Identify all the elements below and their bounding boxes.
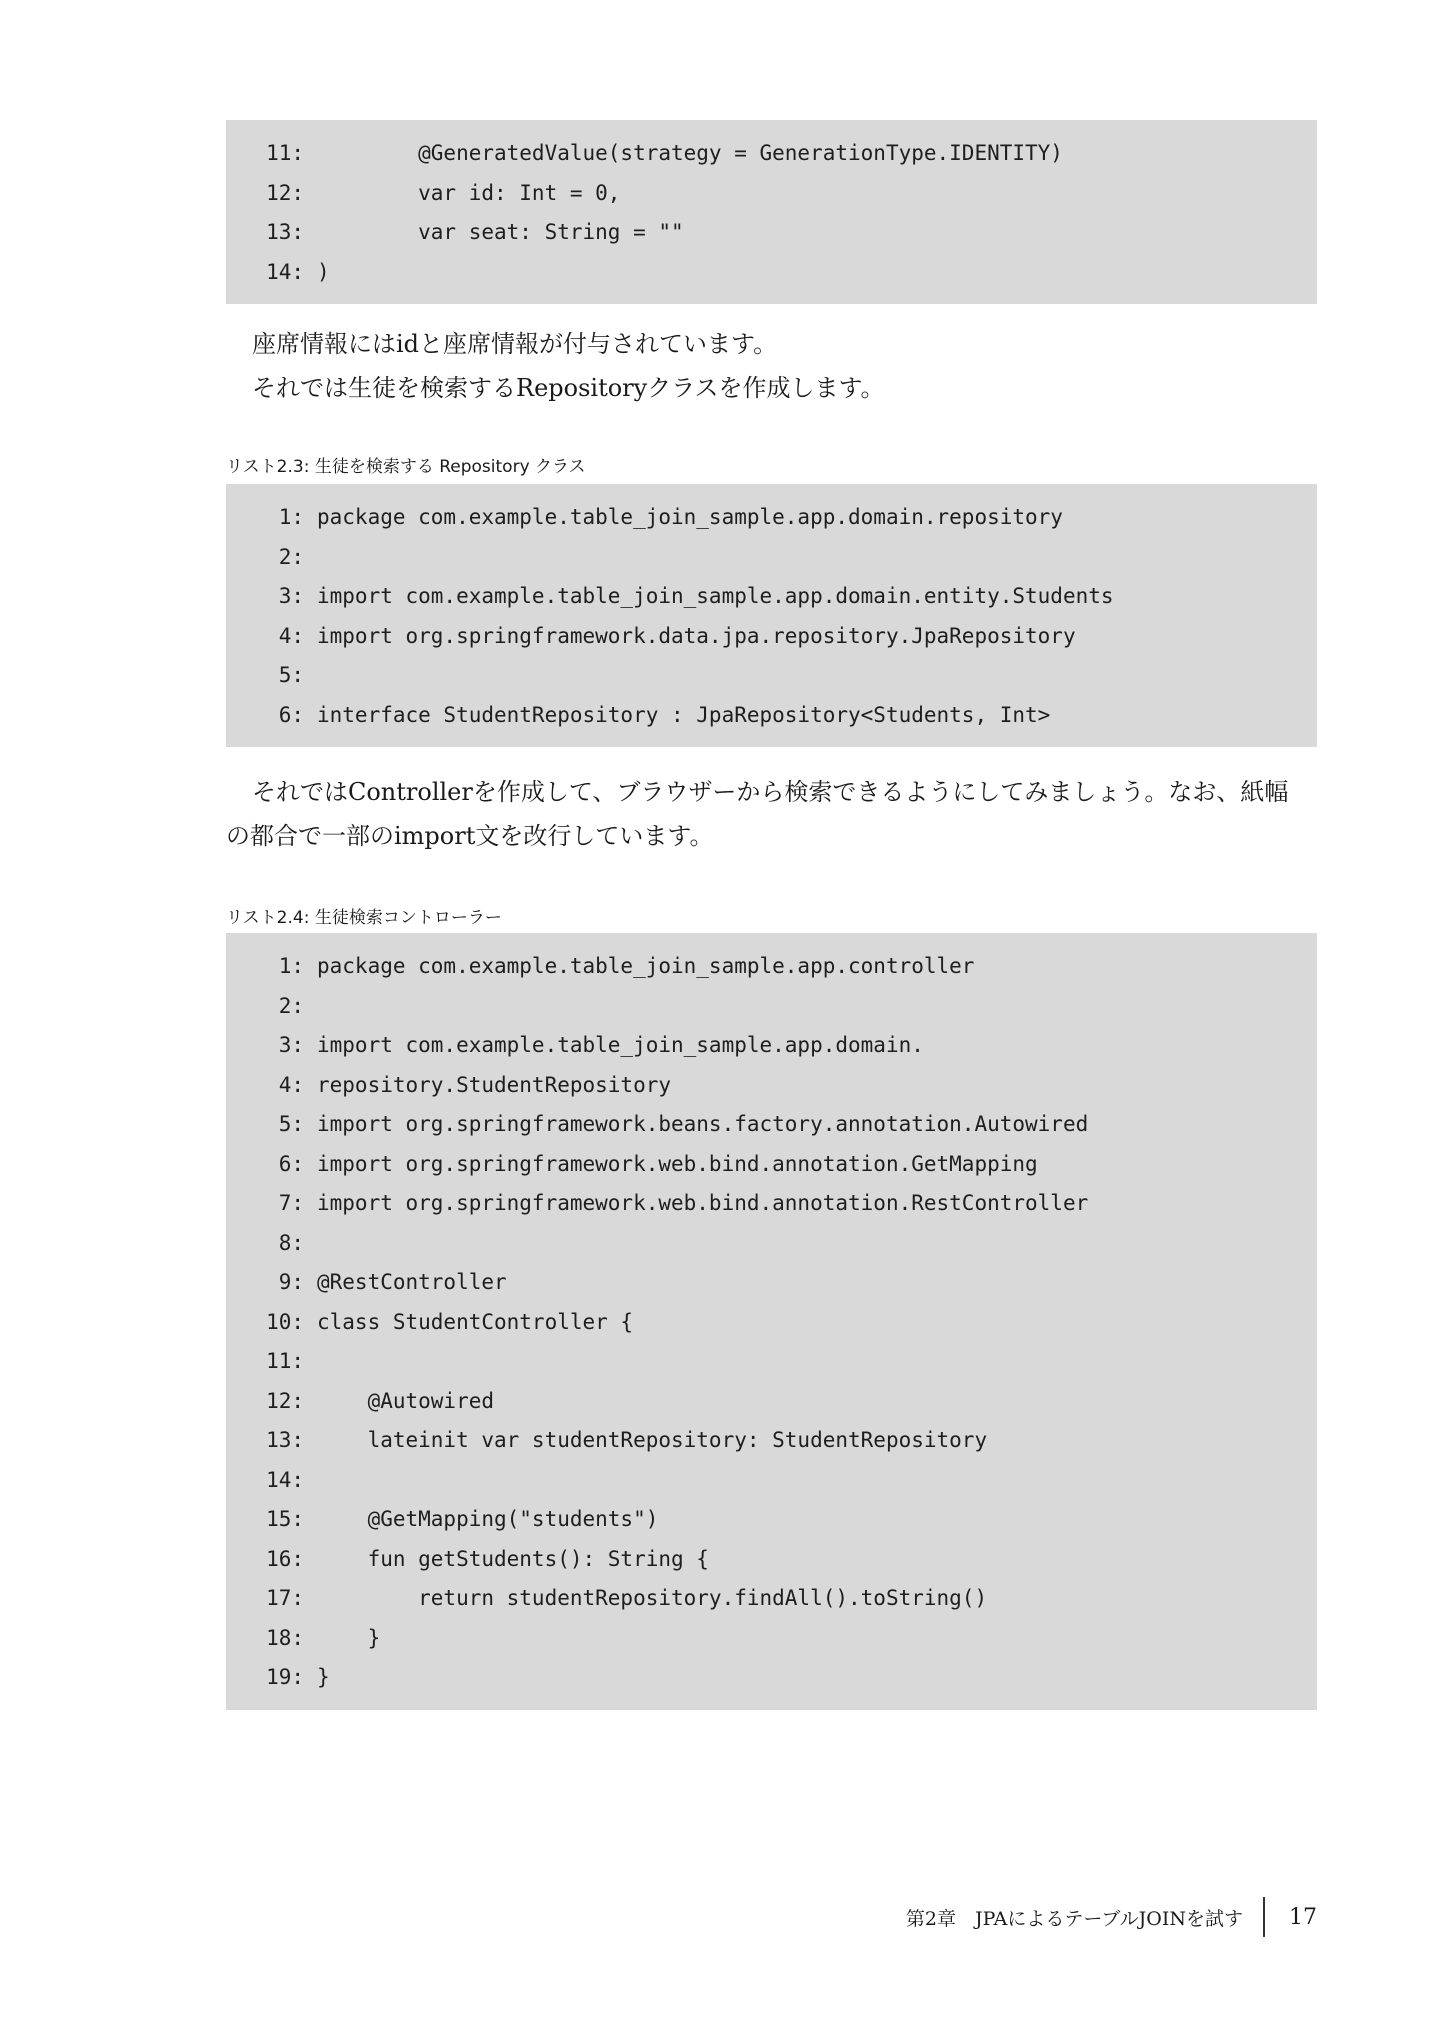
line-number: 2: xyxy=(278,993,304,1018)
code-text: @GetMapping("students") xyxy=(317,1507,659,1531)
line-number: 1: xyxy=(278,954,304,978)
code-line xyxy=(226,1303,1317,1343)
code-line xyxy=(226,1619,1317,1659)
code-text: @GeneratedValue(strategy = GenerationType.IDENTITY) xyxy=(317,141,1063,165)
line-number: 12: xyxy=(266,180,304,205)
line-number: 8: xyxy=(278,1230,304,1255)
listing-caption-2-3: リスト2.3: 生徒を検索する Repository クラス xyxy=(226,457,586,477)
line-number: 16: xyxy=(266,1546,304,1571)
code-text: lateinit var studentRepository: StudentRepository xyxy=(317,1428,988,1452)
code-text: var id: Int = 0, xyxy=(317,180,621,205)
line-number: 12: xyxy=(266,1388,304,1413)
code-text: @RestController xyxy=(317,1270,507,1294)
code-listing-2-3 xyxy=(226,484,1317,747)
paragraph-line: の都合で一部のimport文を改行しています。 xyxy=(226,822,714,850)
code-text: import org.springframework.web.bind.annotation.RestController xyxy=(317,1191,1089,1215)
code-line xyxy=(226,947,1317,987)
code-line xyxy=(226,1224,1317,1264)
code-text: import org.springframework.beans.factory.annotation.Autowired xyxy=(317,1112,1089,1136)
code-text: import com.example.table_join_sample.app.domain. xyxy=(317,1033,924,1057)
line-number: 9: xyxy=(278,1270,304,1294)
code-text: } xyxy=(317,1625,381,1650)
code-line xyxy=(226,174,1317,214)
line-number: 11: xyxy=(266,1349,304,1373)
code-line xyxy=(226,1342,1317,1382)
line-number: 5: xyxy=(278,663,304,687)
code-listing-2-4 xyxy=(226,933,1317,1710)
code-line xyxy=(226,656,1317,696)
line-number: 18: xyxy=(266,1625,304,1650)
code-text: } xyxy=(317,1665,330,1689)
code-line xyxy=(226,577,1317,617)
page-footer xyxy=(906,1896,1317,1938)
line-number: 6: xyxy=(278,702,304,727)
body-paragraph-1 xyxy=(226,322,1317,410)
line-number: 15: xyxy=(266,1507,304,1531)
code-line xyxy=(226,1263,1317,1303)
paragraph-line: 座席情報にはidと座席情報が付与されています。 xyxy=(252,330,778,358)
line-number: 13: xyxy=(266,220,304,244)
code-text: import org.springframework.data.jpa.repository.JpaRepository xyxy=(317,623,1076,648)
code-line xyxy=(226,1382,1317,1422)
code-line xyxy=(226,1540,1317,1580)
line-number: 3: xyxy=(278,1033,304,1057)
code-line xyxy=(226,213,1317,253)
code-text: import org.springframework.web.bind.annotation.GetMapping xyxy=(317,1151,1038,1176)
code-text: fun getStudents(): String { xyxy=(317,1546,709,1571)
code-text: var seat: String = "" xyxy=(317,220,684,244)
code-line xyxy=(226,253,1317,293)
code-line xyxy=(226,696,1317,736)
body-paragraph-2 xyxy=(226,770,1317,858)
code-line xyxy=(226,1461,1317,1501)
code-line xyxy=(226,1500,1317,1540)
line-number: 10: xyxy=(266,1309,304,1334)
code-text: package com.example.table_join_sample.app.domain.repository xyxy=(317,505,1063,529)
code-line xyxy=(226,538,1317,578)
code-line xyxy=(226,134,1317,174)
code-text: repository.StudentRepository xyxy=(317,1072,672,1097)
line-number: 17: xyxy=(266,1586,304,1610)
code-text: @Autowired xyxy=(317,1388,495,1413)
code-text: interface StudentRepository : JpaRepository<Students, Int> xyxy=(317,702,1051,727)
line-number: 14: xyxy=(266,259,304,284)
code-line xyxy=(226,1145,1317,1185)
code-line xyxy=(226,987,1317,1027)
line-number: 4: xyxy=(278,1072,304,1097)
line-number: 11: xyxy=(266,141,304,165)
code-line xyxy=(226,617,1317,657)
line-number: 1: xyxy=(278,505,304,529)
line-number: 7: xyxy=(278,1191,304,1215)
code-line xyxy=(226,1421,1317,1461)
line-number: 2: xyxy=(278,544,304,569)
code-text: package com.example.table_join_sample.app.controller xyxy=(317,954,975,978)
code-text: return studentRepository.findAll().toString() xyxy=(317,1586,988,1610)
line-number: 3: xyxy=(278,584,304,608)
code-line xyxy=(226,1579,1317,1619)
code-line xyxy=(226,1184,1317,1224)
code-text: ) xyxy=(317,259,330,284)
code-line xyxy=(226,1066,1317,1106)
line-number: 5: xyxy=(278,1112,304,1136)
footer-divider xyxy=(1263,1897,1265,1937)
line-number: 19: xyxy=(266,1665,304,1689)
paragraph-line: それでは生徒を検索するRepositoryクラスを作成します。 xyxy=(252,374,885,402)
code-text: import com.example.table_join_sample.app.domain.entity.Students xyxy=(317,584,1114,608)
line-number: 13: xyxy=(266,1428,304,1452)
code-line xyxy=(226,498,1317,538)
chapter-title: 第2章 JPAによるテーブルJOINを試す xyxy=(905,1907,1243,1930)
code-text: class StudentController { xyxy=(317,1309,634,1334)
line-number: 6: xyxy=(278,1151,304,1176)
line-number: 4: xyxy=(278,623,304,648)
code-line xyxy=(226,1026,1317,1066)
code-listing-continued xyxy=(226,120,1317,304)
listing-caption-2-4: リスト2.4: 生徒検索コントローラー xyxy=(226,908,502,928)
code-line xyxy=(226,1105,1317,1145)
paragraph-line: それではControllerを作成して、ブラウザーから検索できるようにしてみましょう。なお、紙幅 xyxy=(252,778,1289,806)
page-number: 17 xyxy=(1289,1904,1317,1930)
line-number: 14: xyxy=(266,1467,304,1492)
code-line xyxy=(226,1658,1317,1698)
